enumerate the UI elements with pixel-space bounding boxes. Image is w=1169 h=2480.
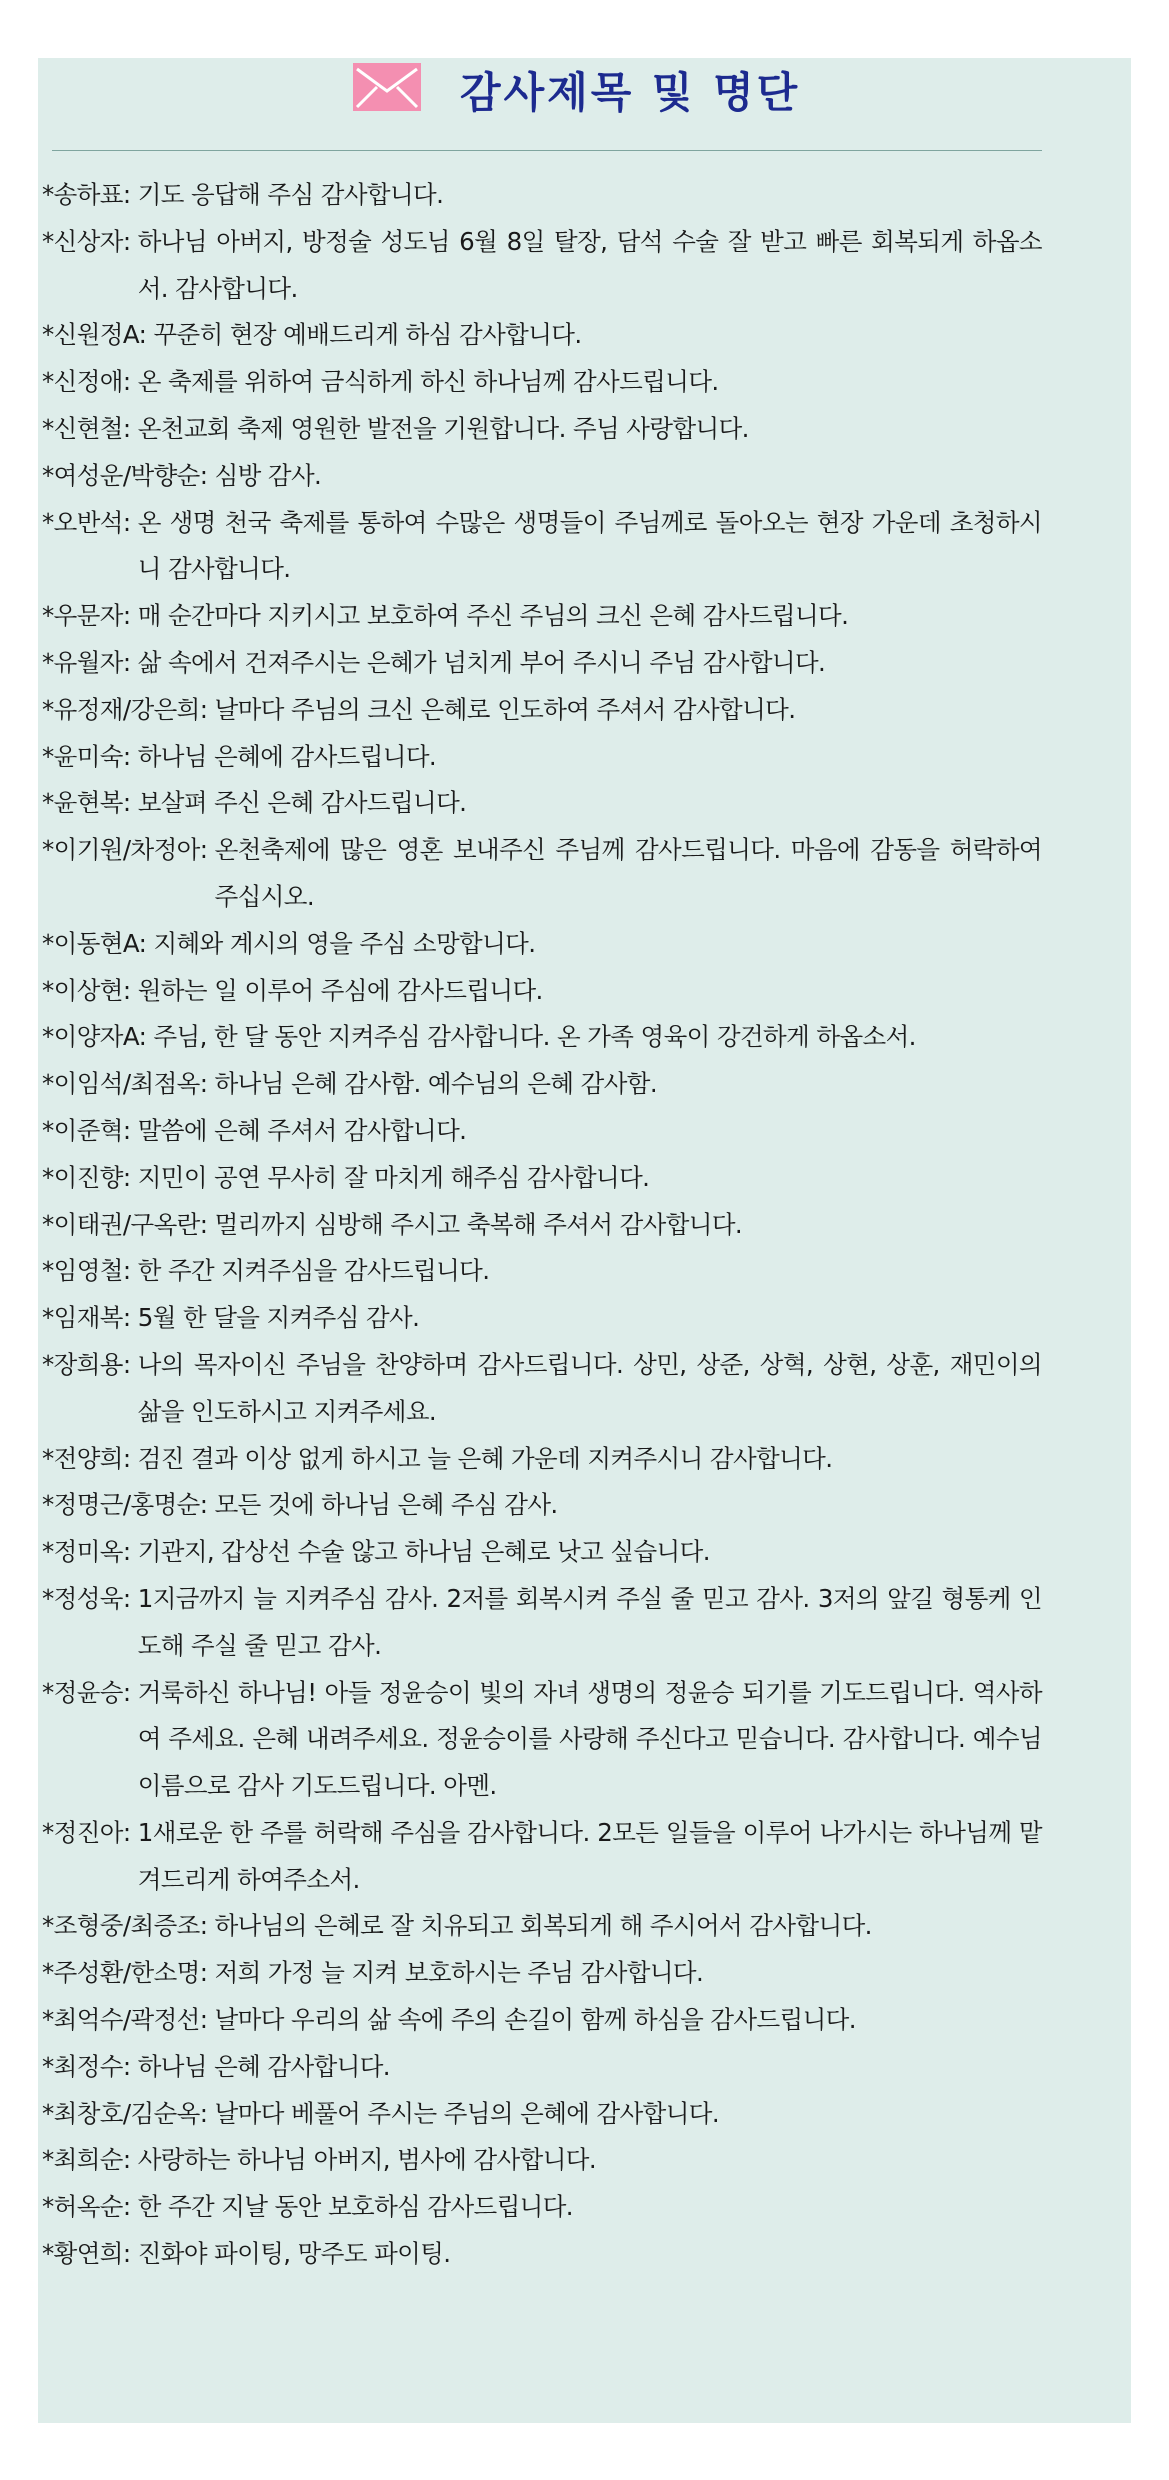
entry-name: *윤현복: <box>42 788 131 818</box>
list-item <box>42 312 1042 359</box>
entry-name: *허옥순: <box>42 2192 131 2222</box>
entry-text: 온천축제에 많은 영혼 보내주신 주님께 감사드립니다. 마음에 감동을 허락하여 주십시오. <box>214 835 1042 911</box>
list-item <box>42 1061 1042 1108</box>
entry-name: *오반석: <box>42 507 131 537</box>
entry-name: *최창호/김순옥: <box>42 2098 208 2128</box>
list-item <box>42 640 1042 687</box>
entry-name: *이진향: <box>42 1162 131 1192</box>
entry-name: *이준혁: <box>42 1115 131 1145</box>
entry-text: 1지금까지 늘 지켜주심 감사. 2저를 회복시켜 주실 줄 믿고 감사. 3저의 앞길 형통케 인도해 주실 줄 믿고 감사. <box>137 1583 1042 1660</box>
list-item <box>42 2231 1042 2278</box>
entry-name: *여성운/박향순: <box>42 460 208 490</box>
list-item <box>42 1295 1042 1342</box>
entry-text: 사랑하는 하나님 아버지, 범사에 감사합니다. <box>137 2145 597 2175</box>
entry-text: 한 주간 지켜주심을 감사드립니다. <box>137 1256 490 1286</box>
entry-text: 기도 응답해 주심 감사합니다. <box>137 180 444 209</box>
envelope-icon <box>353 63 421 111</box>
list-item <box>42 1014 1042 1061</box>
list-item <box>42 1482 1042 1529</box>
list-item <box>42 734 1042 781</box>
entry-name: *이상현: <box>42 975 131 1005</box>
list-item <box>42 172 1042 219</box>
entry-name: *최희순: <box>42 2145 131 2175</box>
entry-name: *이태권/구옥란: <box>42 1209 208 1239</box>
list-item <box>42 921 1042 968</box>
entry-name: *신현철: <box>42 413 131 443</box>
list-item <box>42 500 1042 594</box>
entry-name: *송하표: <box>42 180 131 209</box>
entry-name: *정진아: <box>42 1817 131 1847</box>
entry-name: *이동현A: <box>42 928 147 958</box>
entry-text: 심방 감사. <box>214 460 322 490</box>
entry-name: *이양자A: <box>42 1022 147 1052</box>
entry-name: *장희용: <box>42 1349 131 1379</box>
list-item <box>42 1670 1042 1810</box>
list-item <box>42 1810 1042 1904</box>
entry-text: 하나님 아버지, 방정술 성도님 6월 8일 탈장, 담석 수술 잘 받고 빠른 회복되게 하옵소서. 감사합니다. <box>137 226 1042 303</box>
entry-name: *신원정A: <box>42 320 147 350</box>
entry-text: 하나님 은혜 감사함. 예수님의 은혜 감사함. <box>214 1069 658 1099</box>
thanks-list <box>42 172 1042 2278</box>
entry-text: 매 순간마다 지키시고 보호하여 주신 주님의 크신 은혜 감사드립니다. <box>137 601 849 631</box>
list-item <box>42 593 1042 640</box>
list-item <box>42 1155 1042 1202</box>
entry-text: 나의 목자이신 주님을 찬양하며 감사드립니다. 상민, 상준, 상혁, 상현, 상훈, 재민이의 삶을 인도하시고 지켜주세요. <box>137 1349 1042 1426</box>
list-item <box>42 1997 1042 2044</box>
entry-text: 검진 결과 이상 없게 하시고 늘 은혜 가운데 지켜주시니 감사합니다. <box>137 1443 833 1473</box>
list-item <box>42 827 1042 921</box>
entry-text: 모든 것에 하나님 은혜 주심 감사. <box>214 1490 558 1520</box>
list-item <box>42 687 1042 734</box>
title-divider <box>52 150 1042 151</box>
entry-name: *정명근/홍명순: <box>42 1490 208 1520</box>
entry-name: *임재복: <box>42 1303 131 1333</box>
list-item <box>42 780 1042 827</box>
entry-text: 원하는 일 이루어 주심에 감사드립니다. <box>137 975 543 1005</box>
list-item <box>42 1529 1042 1576</box>
entry-text: 한 주간 지날 동안 보호하심 감사드립니다. <box>137 2192 573 2222</box>
list-item <box>42 1576 1042 1670</box>
entry-text: 1새로운 한 주를 허락해 주심을 감사합니다. 2모든 일들을 이루어 나가시는 하나님께 맡겨드리게 하여주소서. <box>137 1817 1042 1894</box>
entry-text: 지혜와 계시의 영을 주심 소망합니다. <box>153 928 536 958</box>
entry-text: 보살펴 주신 은혜 감사드립니다. <box>137 788 467 818</box>
list-item <box>42 2091 1042 2138</box>
entry-text: 말씀에 은혜 주셔서 감사합니다. <box>137 1115 467 1145</box>
entry-name: *우문자: <box>42 601 131 631</box>
entry-name: *이기원/차정아: <box>42 835 208 865</box>
list-item <box>42 1342 1042 1436</box>
page-title: 감사제목 및 명단 <box>460 68 801 117</box>
list-item <box>42 453 1042 500</box>
entry-text: 5월 한 달을 지켜주심 감사. <box>137 1303 420 1333</box>
entry-text: 꾸준히 현장 예배드리게 하심 감사합니다. <box>153 320 582 350</box>
entry-text: 주님, 한 달 동안 지켜주심 감사합니다. 온 가족 영육이 강건하게 하옵소서. <box>153 1022 916 1052</box>
entry-text: 온 축제를 위하여 금식하게 하신 하나님께 감사드립니다. <box>137 367 719 397</box>
list-item <box>42 1202 1042 1249</box>
entry-text: 진화야 파이팅, 망주도 파이팅. <box>137 2239 451 2269</box>
entry-name: *이임석/최점옥: <box>42 1069 208 1099</box>
entry-name: *황연희: <box>42 2239 131 2269</box>
entry-name: *최억수/곽정선: <box>42 2005 208 2035</box>
list-item <box>42 359 1042 406</box>
list-item <box>42 2184 1042 2231</box>
list-item <box>42 968 1042 1015</box>
entry-text: 온 생명 천국 축제를 통하여 수많은 생명들이 주님께로 돌아오는 현장 가운데 초청하시니 감사합니다. <box>137 507 1042 584</box>
entry-name: *윤미숙: <box>42 741 131 771</box>
entry-text: 거룩하신 하나님! 아들 정윤승이 빛의 자녀 생명의 정윤승 되기를 기도드립니다. 역사하여 주세요. 은혜 내려주세요. 정윤승이를 사랑해 주신다고 믿습니다. 감사합니다. 예수님 이름으로 감사 기도드립니다. 아멘. <box>137 1677 1042 1801</box>
entry-name: *최정수: <box>42 2051 131 2081</box>
entry-text: 기관지, 갑상선 수술 않고 하나님 은혜로 낫고 싶습니다. <box>137 1537 710 1567</box>
entry-name: *유정재/강은희: <box>42 694 208 724</box>
entry-text: 지민이 공연 무사히 잘 마치게 해주심 감사합니다. <box>137 1162 650 1192</box>
entry-text: 날마다 우리의 삶 속에 주의 손길이 함께 하심을 감사드립니다. <box>214 2005 856 2035</box>
list-item <box>42 1248 1042 1295</box>
entry-name: *전양희: <box>42 1443 131 1473</box>
list-item <box>42 406 1042 453</box>
list-item <box>42 2044 1042 2091</box>
entry-name: *정윤승: <box>42 1677 131 1707</box>
entry-name: *신상자: <box>42 226 131 256</box>
entry-text: 멀리까지 심방해 주시고 축복해 주셔서 감사합니다. <box>214 1209 743 1239</box>
entry-name: *임영철: <box>42 1256 131 1286</box>
entry-name: *조형중/최증조: <box>42 1911 208 1941</box>
entry-text: 하나님의 은혜로 잘 치유되고 회복되게 해 주시어서 감사합니다. <box>214 1911 872 1941</box>
entry-text: 날마다 주님의 크신 은혜로 인도하여 주셔서 감사합니다. <box>214 694 796 724</box>
list-item <box>42 2137 1042 2184</box>
entry-name: *유월자: <box>42 647 131 677</box>
entry-text: 저희 가정 늘 지켜 보호하시는 주님 감사합니다. <box>214 1958 704 1988</box>
list-item <box>42 219 1042 313</box>
entry-name: *정미옥: <box>42 1537 131 1567</box>
list-item <box>42 1903 1042 1950</box>
entry-text: 온천교회 축제 영원한 발전을 기원합니다. 주님 사랑합니다. <box>137 413 749 443</box>
entry-name: *정성욱: <box>42 1583 131 1613</box>
list-item <box>42 1436 1042 1483</box>
entry-text: 날마다 베풀어 주시는 주님의 은혜에 감사합니다. <box>214 2098 720 2128</box>
list-item <box>42 1950 1042 1997</box>
entry-text: 삶 속에서 건져주시는 은혜가 넘치게 부어 주시니 주님 감사합니다. <box>137 647 826 677</box>
entry-name: *신정애: <box>42 367 131 397</box>
entry-text: 하나님 은혜에 감사드립니다. <box>137 741 437 771</box>
entry-text: 하나님 은혜 감사합니다. <box>137 2051 390 2081</box>
entry-name: *주성환/한소명: <box>42 1958 208 1988</box>
list-item <box>42 1108 1042 1155</box>
